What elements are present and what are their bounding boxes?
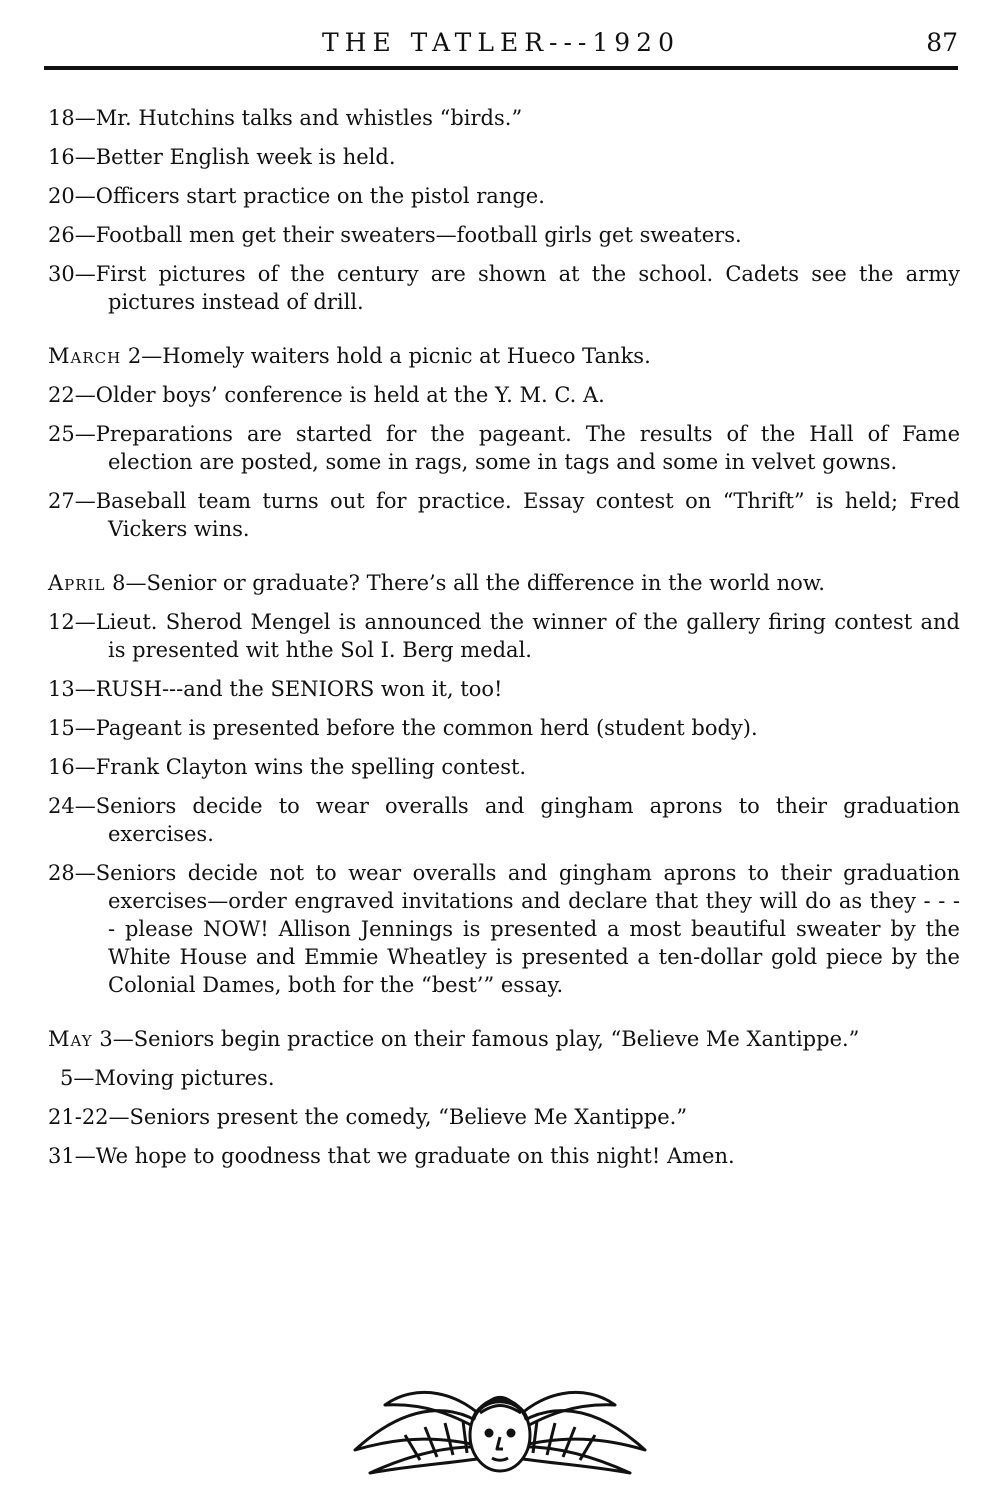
calendar-entry [48,420,960,476]
entry-date: 16 [48,145,75,169]
entry-month: April [48,571,106,595]
entry-dash: — [74,422,96,446]
entry-dash: — [74,716,96,740]
entry-month: May [48,1027,93,1051]
entry-dash: — [74,262,96,286]
entry-date: 5 [60,1066,74,1090]
entry-dash: — [74,677,96,701]
entry-dash: — [74,489,96,513]
entry-dash: — [112,1027,134,1051]
entry-dash: — [74,755,96,779]
entry-date: 27 [48,489,75,513]
entry-date: 24 [48,794,75,818]
entry-text: Seniors decide to wear overalls and gingham aprons to their graduation exercises. [95,794,960,846]
calendar-entry [48,608,960,664]
entry-text: Pageant is presented before the common herd (student body). [95,716,758,740]
calendar-entry [48,104,960,132]
entry-dash: — [74,145,96,169]
entry-text: We hope to goodness that we graduate on this night! Amen. [95,1144,735,1168]
calendar-entry [48,1103,960,1131]
entry-text: Officers start practice on the pistol range. [95,184,545,208]
calendar-entry [48,1025,960,1053]
entry-dash: — [74,383,96,407]
entry-dash: — [125,571,147,595]
entry-text: First pictures of the century are shown at the school. Cadets see the army pictures instead of drill. [95,262,960,314]
calendar-entry [48,342,960,370]
entry-date: 21-22 [48,1105,109,1129]
calendar-entry [48,1142,960,1170]
entry-dash: — [108,1105,130,1129]
entry-date: 26 [48,223,75,247]
entry-date: 15 [48,716,75,740]
page-number: 87 [926,28,958,57]
entry-text: Seniors present the comedy, “Believe Me Xantippe.” [129,1105,688,1129]
entry-text: Seniors decide not to wear overalls and gingham aprons to their graduation exercises—order engraved invitations and declare that they will do as they - - - - please NOW! Allison Jennings is presented a most beautiful sweater by the White House and Emmie Wheatley is presented a ten-dollar gold piece by the Colonial Dames, both for the “best’” essay. [95,861,960,997]
calendar-entry [48,143,960,171]
entry-text: Older boys’ conference is held at the Y. M. C. A. [95,383,605,407]
entry-dash: — [74,106,96,130]
entry-date: 13 [48,677,75,701]
entry-date: 16 [48,755,75,779]
entry-dash: — [74,184,96,208]
entry-dash: — [74,794,96,818]
entry-dash: — [141,344,163,368]
entry-text: Better English week is held. [95,145,396,169]
header-rule [44,66,958,70]
entry-date: 12 [48,610,75,634]
calendar-entry [48,221,960,249]
entry-date: 20 [48,184,75,208]
running-title: THE TATLER---1920 [322,28,680,57]
entry-text: Moving pictures. [94,1066,275,1090]
calendar-entry [48,487,960,543]
entry-date: 28 [48,861,75,885]
entry-date: 22 [48,383,75,407]
calendar-entry [48,859,960,999]
entry-text: Baseball team turns out for practice. Essay contest on “Thrift” is held; Fred Vickers wins. [95,489,960,541]
entry-dash: — [74,1144,96,1168]
entry-date: 18 [48,106,75,130]
page-header [44,28,958,64]
entry-date: 25 [48,422,75,446]
entry-month: March [48,344,122,368]
entry-text: Frank Clayton wins the spelling contest. [95,755,527,779]
entry-dash: — [74,223,96,247]
entry-date: 8 [112,571,126,595]
entry-text: Senior or graduate? There’s all the difference in the world now. [146,571,825,595]
entry-text: Seniors begin practice on their famous play, “Believe Me Xantippe.” [133,1027,860,1051]
entry-text: Preparations are started for the pageant. The results of the Hall of Fame election are posted, some in rags, some in tags and some in velvet gowns. [95,422,960,474]
calendar-entry [48,569,960,597]
entry-text: Lieut. Sherod Mengel is announced the winner of the gallery firing contest and is presented wit hthe Sol I. Berg medal. [95,610,960,662]
entry-text: Homely waiters hold a picnic at Hueco Tanks. [162,344,651,368]
calendar-entries [48,104,960,1181]
entry-date: 31 [48,1144,75,1168]
calendar-entry [48,753,960,781]
entry-text: Football men get their sweaters—football girls get sweaters. [95,223,742,247]
entry-dash: — [73,1066,95,1090]
calendar-entry [48,182,960,210]
calendar-entry [48,1064,960,1092]
entry-date: 3 [99,1027,113,1051]
calendar-entry [48,675,960,703]
entry-date: 2 [127,344,142,368]
winged-cherub-icon [345,1365,655,1483]
entry-text: RUSH---and the SENIORS won it, too! [95,677,503,701]
entry-date: 30 [48,262,75,286]
entry-dash: — [74,610,96,634]
calendar-entry [48,381,960,409]
entry-dash: — [74,861,96,885]
calendar-entry [48,714,960,742]
entry-text: Mr. Hutchins talks and whistles “birds.” [95,106,523,130]
calendar-entry [48,792,960,848]
calendar-entry [48,260,960,316]
